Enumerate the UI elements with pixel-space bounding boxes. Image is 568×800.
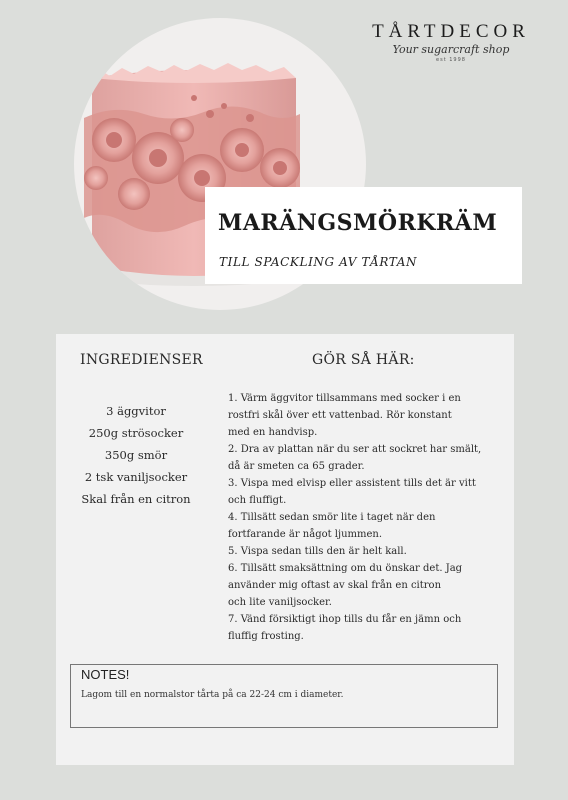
recipe-panel xyxy=(56,334,514,765)
instruction-line: fortfarande är något ljummen. xyxy=(228,529,383,540)
instruction-line: 3. Vispa med elvisp eller assistent tills det är vitt xyxy=(228,478,476,489)
title-card xyxy=(205,187,522,284)
instruction-line: med en handvisp. xyxy=(228,427,318,438)
instruction-line: fluffig frosting. xyxy=(228,631,304,642)
instruction-line: 4. Tillsätt sedan smör lite i taget när den xyxy=(228,512,436,523)
recipe-subtitle: TILL SPACKLING AV TÅRTAN xyxy=(219,255,418,269)
cake-top-edge xyxy=(92,63,296,83)
instructions-list xyxy=(228,390,508,645)
brand-established: est 1998 xyxy=(436,57,466,63)
notes-text: Lagom till en normalstor tårta på ca 22-24 cm i diameter. xyxy=(81,690,344,700)
ingredients-list xyxy=(70,400,202,510)
instruction-line: 6. Tillsätt smaksättning om du önskar det. Jag xyxy=(228,563,463,574)
instruction-line: och fluffigt. xyxy=(228,495,287,506)
instruction-line: och lite vaniljsocker. xyxy=(228,597,332,608)
brand-tagline: Your sugarcraft shop xyxy=(392,43,510,56)
instruction-line: 7. Vänd försiktigt ihop tills du får en jämn och xyxy=(228,614,462,625)
ingredient-item: 3 äggvitor xyxy=(106,404,166,418)
brand-logo xyxy=(348,22,554,63)
ingredients-heading: INGREDIENSER xyxy=(80,352,203,368)
ingredient-item: 2 tsk vaniljsocker xyxy=(84,470,188,484)
ingredient-item: 350g smör xyxy=(104,448,168,462)
notes-box xyxy=(70,664,498,728)
instruction-line: använder mig oftast av skal från en citron xyxy=(228,580,442,591)
instruction-line: 5. Vispa sedan tills den är helt kall. xyxy=(228,546,407,557)
instruction-line: 2. Dra av plattan när du ser att sockret har smält, xyxy=(228,444,482,455)
brand-name: TÅRTDECOR xyxy=(372,21,530,42)
ingredient-item: Skal från en citron xyxy=(81,492,191,506)
instruction-line: 1. Värm äggvitor tillsammans med socker i en xyxy=(228,393,461,404)
notes-heading: NOTES! xyxy=(81,667,130,682)
recipe-title: MARÄNGSMÖRKRÄM xyxy=(218,210,498,236)
ingredient-item: 250g strösocker xyxy=(88,426,184,440)
instruction-line: rostfri skål över ett vattenbad. Rör konstant xyxy=(228,410,452,421)
instructions-heading: GÖR SÅ HÄR: xyxy=(312,352,415,368)
instruction-line: då är smeten ca 65 grader. xyxy=(228,461,365,472)
